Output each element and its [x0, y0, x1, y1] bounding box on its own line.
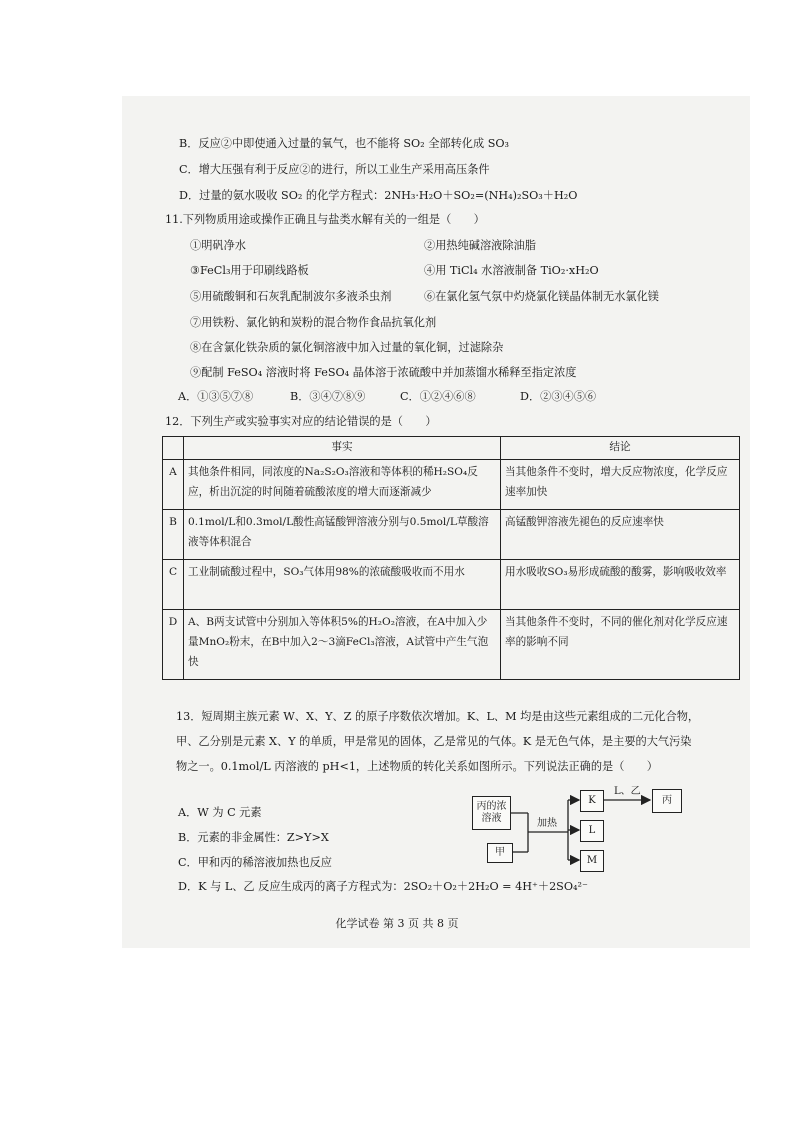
box-k: K	[580, 790, 604, 812]
prev-option-c: C．增大压强有利于反应②的进行，所以工业生产采用高压条件	[179, 163, 490, 176]
q13-stem-line1: 13．短周期主族元素 W、X、Y、Z 的原子序数依次增加。K、L、M 均是由这些元素组成的二元化合物，	[176, 710, 700, 723]
q11-item: ⑥在氯化氢气氛中灼烧氯化镁晶体制无水氯化镁	[424, 290, 659, 303]
q11-stem: 11.下列物质用途或操作正确且与盐类水解有关的一组是（ ）	[165, 213, 485, 226]
row-fact: 0.1mol/L和0.3mol/L酸性高锰酸钾溶液分别与0.5mol/L草酸溶液等体积混合	[184, 510, 501, 560]
row-key: C	[163, 560, 184, 610]
row-conclusion: 当其他条件不变时，增大反应物浓度，化学反应速率加快	[501, 460, 740, 510]
q11-option-a: A．①③⑤⑦⑧	[178, 390, 254, 403]
q11-item: ③FeCl₃用于印刷线路板	[190, 264, 309, 277]
row-key: B	[163, 510, 184, 560]
q11-option-d: D．②③④⑤⑥	[520, 390, 597, 403]
q11-item: ⑦用铁粉、氯化钠和炭粉的混合物作食品抗氧化剂	[190, 316, 437, 329]
box-l: L	[580, 820, 604, 842]
q13-option-d: D．K 与 L、乙 反应生成丙的离子方程式为：2SO₂＋O₂＋2H₂O = 4H⁺＋2SO₄²⁻	[178, 880, 588, 893]
q11-item: ①明矾净水	[190, 239, 246, 252]
q11-item: ②用热纯碱溶液除油脂	[424, 239, 536, 252]
label-heat: 加热	[537, 818, 557, 829]
table-header-conclusion: 结论	[501, 437, 740, 460]
q12-stem: 12．下列生产或实验事实对应的结论错误的是（ ）	[165, 415, 437, 428]
prev-option-b: B．反应②中即使通入过量的氧气，也不能将 SO₂ 全部转化成 SO₃	[179, 137, 510, 150]
row-conclusion: 用水吸收SO₃易形成硫酸的酸雾，影响吸收效率	[501, 560, 740, 610]
q11-option-c: C．①②④⑥⑧	[400, 390, 476, 403]
row-conclusion: 当其他条件不变时，不同的催化剂对化学反应速率的影响不同	[501, 610, 740, 680]
row-fact: 其他条件相同，同浓度的Na₂S₂O₃溶液和等体积的稀H₂SO₄反应，析出沉淀的时间随着硫酸浓度的增大而逐渐减少	[184, 460, 501, 510]
label-l-yi: L、乙	[614, 786, 641, 797]
row-conclusion: 高锰酸钾溶液先褪色的反应速率快	[501, 510, 740, 560]
q13-stem-line3: 物之一。0.1mol/L 丙溶液的 pH<1，上述物质的转化关系如图所示。下列说法正确的是（ ）	[176, 760, 658, 773]
prev-option-d: D．过量的氨水吸收 SO₂ 的化学方程式：2NH₃·H₂O＋SO₂=(NH₄)₂SO₃＋H₂O	[179, 189, 578, 202]
q11-item: ⑧在含氯化铁杂质的氯化铜溶液中加入过量的氧化铜，过滤除杂	[190, 341, 504, 354]
row-fact: 工业制硫酸过程中，SO₃气体用98%的浓硫酸吸收而不用水	[184, 560, 501, 610]
q13-option-b: B．元素的非金属性：Z>Y>X	[178, 831, 329, 844]
table-header-fact: 事实	[184, 437, 501, 460]
q13-option-a: A．W 为 C 元素	[178, 806, 262, 819]
row-key: D	[163, 610, 184, 680]
q13-option-c: C．甲和丙的稀溶液加热也反应	[178, 856, 332, 869]
page-footer: 化学试卷 第 3 页 共 8 页	[335, 917, 459, 930]
q11-item: ④用 TiCl₄ 水溶液制备 TiO₂·xH₂O	[424, 264, 599, 277]
q13-stem-line2: 甲、乙分别是元素 X、Y 的单质，甲是常见的固体，乙是常见的气体。K 是无色气体，是主要的大气污染	[176, 735, 692, 748]
row-key: A	[163, 460, 184, 510]
box-bing: 丙	[652, 789, 682, 813]
box-jia: 甲	[487, 843, 513, 863]
row-fact: A、B两支试管中分别加入等体积5%的H₂O₂溶液，在A中加入少量MnO₂粉末，在B中加入2～3滴FeCl₃溶液，A试管中产生气泡快	[184, 610, 501, 680]
q11-item: ⑨配制 FeSO₄ 溶液时将 FeSO₄ 晶体溶于浓硫酸中并加蒸馏水稀释至指定浓度	[190, 366, 577, 379]
box-m: M	[580, 850, 604, 872]
q11-item: ⑤用硫酸铜和石灰乳配制波尔多液杀虫剂	[190, 290, 392, 303]
box-concentrated-bing-solution: 丙的浓溶液	[472, 796, 511, 830]
q11-option-b: B．③④⑦⑧⑨	[290, 390, 366, 403]
